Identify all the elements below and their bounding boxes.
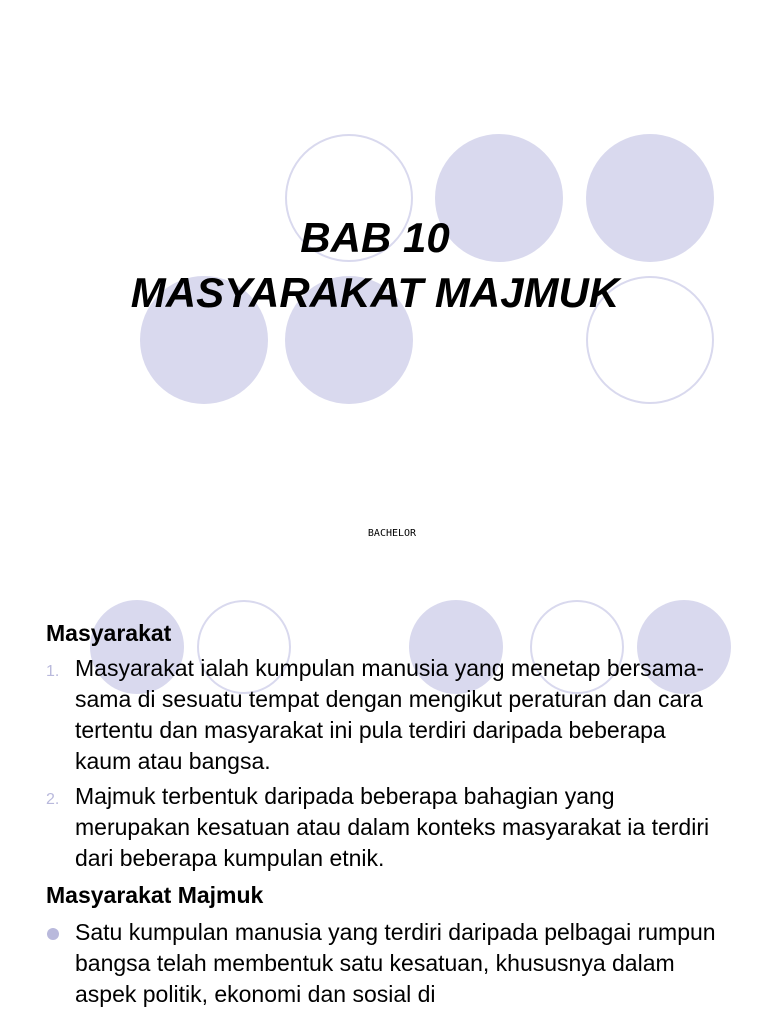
content-slide <box>46 618 726 1010</box>
list-item-text: Satu kumpulan manusia yang terdiri daripada pelbagai rumpun bangsa telah membentuk satu kesatuan, khususnya dalam aspek politik, ekonomi dan sosial di <box>75 919 716 1007</box>
section-heading: Masyarakat <box>46 620 172 646</box>
list-item-text: Masyarakat ialah kumpulan manusia yang menetap bersama-sama di sesuatu tempat dengan mengikut peraturan dan cara tertentu dan masyarakat ini pula terdiri daripada beberapa kaum atau bangsa. <box>75 655 704 774</box>
list-number: 1. <box>46 663 60 680</box>
bullet-icon <box>47 928 59 940</box>
numbered-list-item <box>46 653 726 777</box>
slide-subtitle: BACHELOR <box>367 528 417 539</box>
numbered-list-item <box>46 781 726 874</box>
list-number: 2. <box>46 791 60 808</box>
slide-title-line2: MASYARAKAT MAJMUK <box>130 269 620 316</box>
bullet-list-item <box>46 917 726 1010</box>
section-heading: Masyarakat Majmuk <box>46 882 264 908</box>
list-item-text: Majmuk terbentuk daripada beberapa bahagian yang merupakan kesatuan atau dalam konteks masyarakat ia terdiri dari beberapa kumpulan etnik. <box>75 783 710 871</box>
slide-title-line1: BAB 10 <box>300 214 450 261</box>
